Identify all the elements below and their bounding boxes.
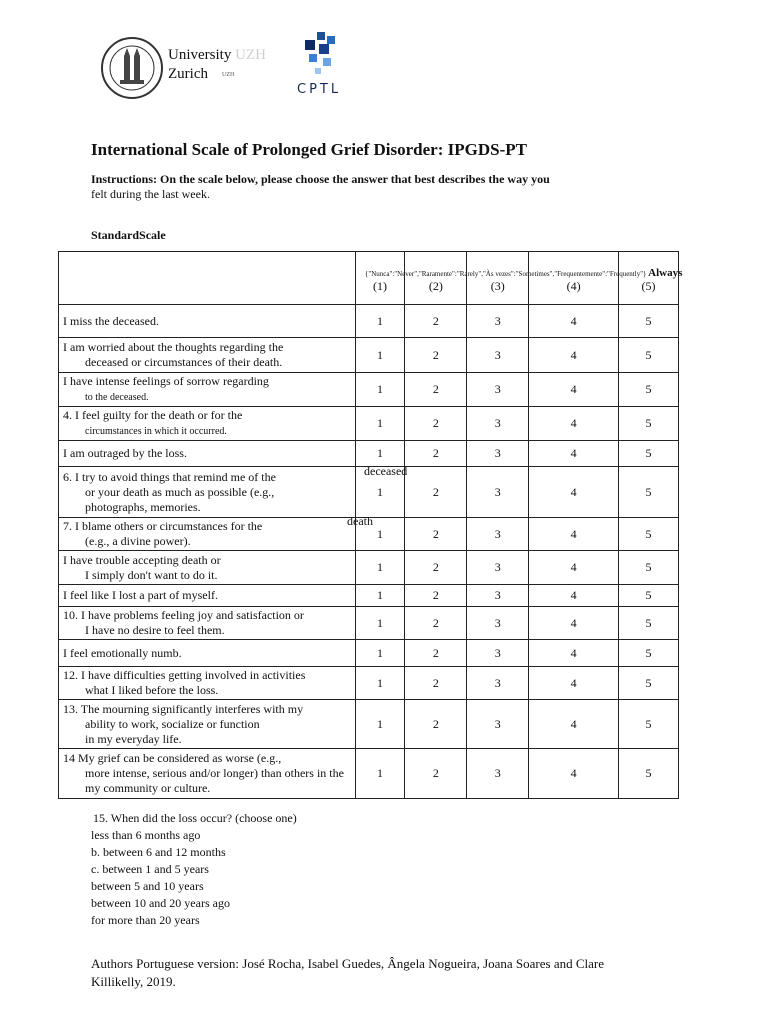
rating-option[interactable]: 2 <box>405 551 467 585</box>
item-line: ability to work, socialize or function <box>85 716 260 731</box>
page-title: International Scale of Prolonged Grief Disorder: IPGDS-PT <box>91 140 527 159</box>
rating-option[interactable]: 5 <box>619 373 679 407</box>
q15-option[interactable]: b. between 6 and 12 months <box>91 845 226 859</box>
university-zurich-logo <box>100 36 272 102</box>
scale-label: StandardScale <box>91 228 166 242</box>
header-col-4: (4) <box>529 252 619 305</box>
q15-option[interactable]: between 10 and 20 years ago <box>91 896 230 910</box>
table-row <box>59 607 679 640</box>
table-row <box>59 338 679 373</box>
item-line: to the deceased. <box>85 392 149 403</box>
item-line: what I liked before the loss. <box>85 683 219 697</box>
item-text <box>59 441 356 467</box>
rating-option[interactable]: 4 <box>529 749 619 799</box>
q15-question: 15. When did the loss occur? (choose one) <box>93 811 297 825</box>
header-col-1: (1) <box>355 252 405 305</box>
rating-option[interactable]: 5 <box>619 305 679 338</box>
rating-option[interactable]: 4 <box>529 585 619 607</box>
rating-option[interactable]: 3 <box>467 373 529 407</box>
rating-option[interactable]: 2 <box>405 467 467 518</box>
item-line: I have trouble accepting death or <box>63 552 221 567</box>
rating-option[interactable]: 5 <box>619 441 679 467</box>
item-text <box>59 338 356 373</box>
rating-option[interactable]: 5 <box>619 518 679 551</box>
item-line: in my everyday life. <box>85 731 182 746</box>
q15-option[interactable]: less than 6 months ago <box>91 828 201 842</box>
rating-option[interactable]: 1 <box>355 338 405 373</box>
rating-option[interactable]: 4 <box>529 373 619 407</box>
rating-option[interactable]: 1 <box>355 749 405 799</box>
rating-option[interactable]: 1 <box>355 407 405 441</box>
rating-option[interactable]: 4 <box>529 551 619 585</box>
table-row <box>59 749 679 799</box>
table-row <box>59 441 679 467</box>
table-row <box>59 373 679 407</box>
rating-option[interactable]: 4 <box>529 407 619 441</box>
rating-option[interactable]: 5 <box>619 667 679 700</box>
rating-option[interactable]: 3 <box>467 700 529 749</box>
header-row <box>59 252 679 305</box>
rating-option[interactable]: 5 <box>619 407 679 441</box>
item-line: 12. I have difficulties getting involved in activities <box>63 668 306 682</box>
rating-option[interactable]: 5 <box>619 585 679 607</box>
item-line: I have no desire to feel them. <box>85 623 225 637</box>
table-row <box>59 407 679 441</box>
rating-option[interactable]: 1 <box>355 551 405 585</box>
item-line: 6. I try to avoid things that remind me of the <box>63 469 276 484</box>
rating-option[interactable]: 1 <box>355 607 405 640</box>
item-line: I am outraged by the loss. <box>63 446 187 460</box>
rating-option[interactable]: 3 <box>467 518 529 551</box>
item-line: I miss the deceased. <box>63 313 159 328</box>
rating-option[interactable]: 2 <box>405 640 467 667</box>
rating-option[interactable]: 2 <box>405 700 467 749</box>
item-line: circumstances in which it occurred. <box>85 426 227 437</box>
header-col-3: (3) <box>467 252 529 305</box>
item-text <box>59 585 356 607</box>
rating-option[interactable]: 2 <box>405 667 467 700</box>
item-line: I feel like I lost a part of myself. <box>63 588 218 602</box>
q15-option[interactable]: c. between 1 and 5 years <box>91 862 209 876</box>
item-line: or your death as much as possible (e.g., <box>85 484 275 499</box>
rating-option[interactable]: 3 <box>467 640 529 667</box>
rating-option[interactable]: 5 <box>619 640 679 667</box>
item-text <box>59 607 356 640</box>
header-blank-cell <box>59 252 356 305</box>
rating-option[interactable]: 1 <box>355 467 405 518</box>
rating-option[interactable]: 2 <box>405 441 467 467</box>
item-text <box>59 407 356 441</box>
rating-option[interactable]: 5 <box>619 700 679 749</box>
table-row <box>59 640 679 667</box>
rating-option[interactable]: 2 <box>405 305 467 338</box>
rating-option[interactable]: 3 <box>467 441 529 467</box>
rating-option[interactable]: 2 <box>405 407 467 441</box>
rating-option[interactable]: 1 <box>355 585 405 607</box>
rating-option[interactable]: 2 <box>405 338 467 373</box>
rating-option[interactable]: 2 <box>405 607 467 640</box>
item-line: I am worried about the thoughts regarding the <box>63 340 284 354</box>
item-text <box>59 467 356 518</box>
item-line: my community or culture. <box>85 781 211 795</box>
item-text <box>59 518 356 551</box>
spill-death: death <box>347 514 373 528</box>
header-col-2: (2) <box>405 252 467 305</box>
item-text <box>59 667 356 700</box>
table-row <box>59 667 679 700</box>
rating-option[interactable]: 4 <box>529 518 619 551</box>
rating-option[interactable]: 3 <box>467 607 529 640</box>
rating-option[interactable]: 5 <box>619 607 679 640</box>
item-text <box>59 373 356 407</box>
rating-option[interactable]: 1 <box>355 640 405 667</box>
rating-option[interactable]: 2 <box>405 749 467 799</box>
rating-option[interactable]: 5 <box>619 467 679 518</box>
item-line: 10. I have problems feeling joy and satisfaction or <box>63 608 304 622</box>
question-15 <box>91 810 297 929</box>
item-line: more intense, serious and/or longer) than others in the <box>85 766 344 780</box>
rating-option[interactable]: 3 <box>467 338 529 373</box>
rating-option[interactable]: 1 <box>355 518 405 551</box>
rating-option[interactable]: 4 <box>529 640 619 667</box>
item-text <box>59 305 356 338</box>
header-col-5: (5) <box>619 252 679 305</box>
rating-option[interactable]: 5 <box>619 338 679 373</box>
cptl-logo <box>297 30 341 102</box>
table-row <box>59 700 679 749</box>
rating-option[interactable]: 4 <box>529 467 619 518</box>
rating-option[interactable]: 4 <box>529 305 619 338</box>
table-row <box>59 551 679 585</box>
rating-option[interactable]: 2 <box>405 585 467 607</box>
spill-deceased: deceased <box>364 464 408 478</box>
item-line: (e.g., a divine power). <box>85 534 191 548</box>
item-line: I feel emotionally numb. <box>63 645 182 660</box>
q15-option[interactable]: between 5 and 10 years <box>91 879 204 893</box>
authors-credit: Authors Portuguese version: José Rocha, Isabel Guedes, Ângela Nogueira, Joana Soares and Clare Killikelly, 2019. <box>91 956 605 989</box>
header-options-text: {"Nunca":"Never","Raramente":"Rarely","Às vezes":"Sometimes","Frequentemente":"Frequently"} Always <box>365 267 683 279</box>
table-row <box>59 585 679 607</box>
university-name: University UZH Zurich <box>168 47 266 82</box>
item-line: I simply don't want to do it. <box>85 567 218 582</box>
item-text <box>59 551 356 585</box>
rating-option[interactable]: 3 <box>467 749 529 799</box>
item-line: 4. I feel guilty for the death or for the <box>63 408 243 422</box>
rating-option[interactable]: 3 <box>467 407 529 441</box>
rating-option[interactable]: 1 <box>355 373 405 407</box>
table-row <box>59 305 679 338</box>
q15-option[interactable]: for more than 20 years <box>91 913 200 927</box>
rating-option[interactable]: 3 <box>467 305 529 338</box>
rating-option[interactable]: 4 <box>529 700 619 749</box>
rating-option[interactable]: 3 <box>467 585 529 607</box>
rating-option[interactable]: 2 <box>405 373 467 407</box>
cptl-squares-icon <box>297 30 341 82</box>
item-line: 13. The mourning significantly interferes with my <box>63 701 304 716</box>
instructions: Instructions: On the scale below, please choose the answer that best describes the way you felt during the last week. <box>91 172 550 201</box>
rating-option[interactable]: 1 <box>355 700 405 749</box>
item-line: 7. I blame others or circumstances for the <box>63 519 263 533</box>
rating-option[interactable]: 3 <box>467 667 529 700</box>
rating-option[interactable]: 1 <box>355 441 405 467</box>
rating-option[interactable]: 3 <box>467 551 529 585</box>
item-line: photographs, memories. <box>85 499 201 514</box>
item-line: 14 My grief can be considered as worse (e.g., <box>63 751 282 765</box>
rating-option[interactable]: 4 <box>529 338 619 373</box>
rating-option[interactable]: 2 <box>405 518 467 551</box>
rating-option[interactable]: 4 <box>529 441 619 467</box>
rating-option[interactable]: 4 <box>529 667 619 700</box>
uzh-small-label: UZH <box>222 72 235 78</box>
rating-option[interactable]: 1 <box>355 667 405 700</box>
rating-option[interactable]: 1 <box>355 305 405 338</box>
cptl-label: CPTL <box>297 82 342 97</box>
rating-option[interactable]: 5 <box>619 551 679 585</box>
rating-option[interactable]: 4 <box>529 607 619 640</box>
item-text <box>59 749 356 799</box>
item-text <box>59 640 356 667</box>
university-seal-icon <box>100 36 164 100</box>
rating-option[interactable]: 3 <box>467 467 529 518</box>
item-text <box>59 700 356 749</box>
item-line: deceased or circumstances of their death. <box>85 355 283 369</box>
rating-option[interactable]: 5 <box>619 749 679 799</box>
item-line: I have intense feelings of sorrow regarding <box>63 374 269 388</box>
